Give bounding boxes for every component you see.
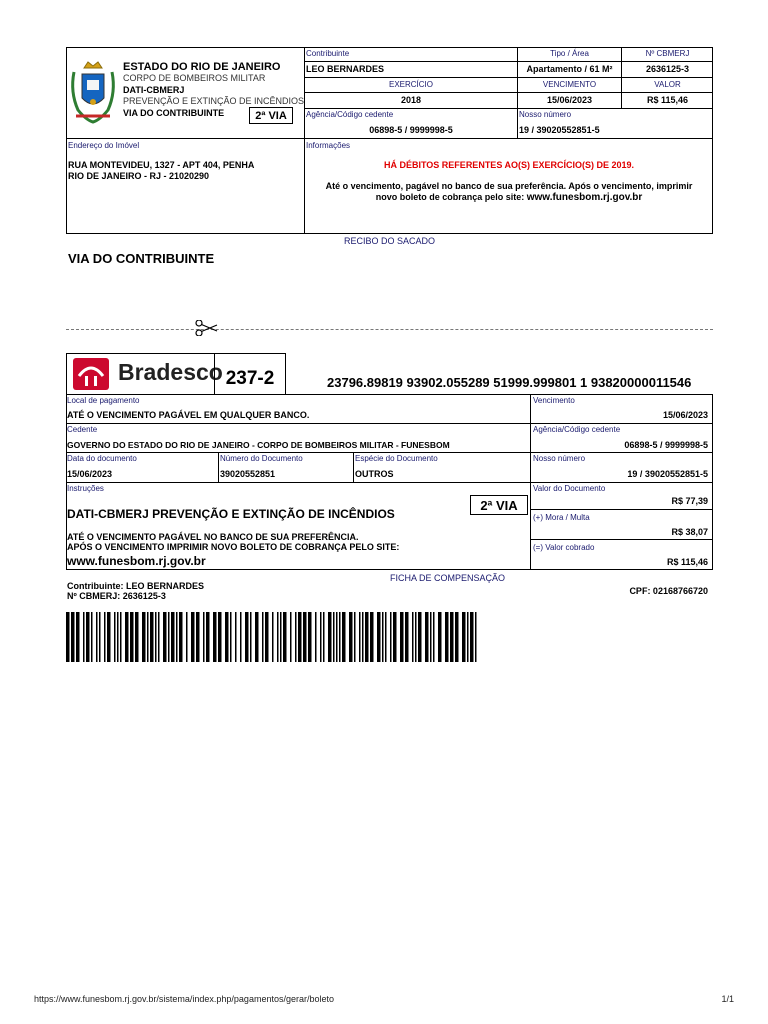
data-doc-label: Data do documento: [67, 454, 137, 463]
barcode-bar: [323, 612, 325, 662]
sacado-cbmerj: Nº CBMERJ: 2636125-3: [67, 591, 166, 601]
barcode-bar: [135, 612, 139, 662]
barcode-bar: [385, 612, 387, 662]
barcode-bar: [120, 612, 122, 662]
barcode-bar: [430, 612, 432, 662]
cobrado-label: (=) Valor cobrado: [533, 543, 595, 552]
prevention-name: PREVENÇÃO E EXTINÇÃO DE INCÊNDIOS: [123, 96, 305, 106]
boleto-right-row-line: [530, 539, 713, 540]
barcode-bar: [433, 612, 435, 662]
instr-site-link[interactable]: www.funesbom.rj.gov.br: [67, 554, 206, 568]
agencia-cedente-label: Agência/Código cedente: [533, 425, 621, 434]
coat-of-arms-icon: [68, 58, 118, 126]
barcode-bar: [147, 612, 149, 662]
barcode: [66, 612, 477, 662]
barcode-bar: [240, 612, 242, 662]
boleto-row-line: [66, 452, 713, 453]
barcode-bar: [272, 612, 274, 662]
mora-value: R$ 38,07: [671, 527, 708, 537]
barcode-bar: [390, 612, 392, 662]
boleto-col-line: [218, 452, 219, 482]
num-doc-label: Número do Documento: [220, 454, 303, 463]
valor-value: R$ 115,46: [646, 95, 689, 105]
barcode-bar: [206, 612, 210, 662]
data-doc-value: 15/06/2023: [67, 469, 113, 479]
info-site-link[interactable]: www.funesbom.rj.gov.br: [526, 192, 643, 203]
barcode-bar: [158, 612, 160, 662]
barcode-bar: [255, 612, 259, 662]
barcode-bar: [142, 612, 146, 662]
barcode-bar: [467, 612, 469, 662]
barcode-bar: [354, 612, 356, 662]
contribuinte-label: Contribuinte: [306, 49, 350, 58]
barcode-bar: [150, 612, 154, 662]
copy-badge: 2ª VIA: [249, 107, 293, 124]
barcode-bar: [176, 612, 178, 662]
barcode-bar: [349, 612, 353, 662]
barcode-bar: [298, 612, 302, 662]
barcode-bar: [438, 612, 442, 662]
boleto-row-line: [66, 423, 713, 424]
info-text-line2: [305, 192, 713, 203]
barcode-bar: [71, 612, 75, 662]
ficha-label: FICHA DE COMPENSAÇÃO: [390, 573, 506, 583]
barcode-bar: [107, 612, 111, 662]
barcode-bar: [377, 612, 381, 662]
receipt-grid-divider: [304, 47, 305, 233]
info-warning: HÁ DÉBITOS REFERENTES AO(S) EXERCÍCIO(S) DE 2019.: [383, 160, 635, 170]
barcode-bar: [191, 612, 195, 662]
barcode-bar: [91, 612, 93, 662]
footer-page: 1/1: [721, 994, 734, 1004]
barcode-bar: [203, 612, 205, 662]
barcode-bar: [393, 612, 397, 662]
barcode-bar: [163, 612, 167, 662]
digitable-line: 23796.89819 93902.055289 51999.999801 1 93820000011546: [327, 375, 692, 390]
barcode-bar: [230, 612, 232, 662]
exercicio-label: EXERCÍCIO: [388, 80, 433, 89]
barcode-bar: [76, 612, 80, 662]
barcode-bar: [235, 612, 237, 662]
cbmerj-value: 2636125-3: [645, 64, 690, 74]
barcode-bar: [336, 612, 338, 662]
venc-label: Vencimento: [533, 396, 575, 405]
barcode-bar: [99, 612, 101, 662]
endereco-line2: RIO DE JANEIRO - RJ - 21020290: [68, 171, 210, 181]
boleto-col-line: [353, 452, 354, 482]
nosso-num-label: Nosso número: [533, 454, 586, 463]
mora-label: (+) Mora / Multa: [533, 513, 590, 522]
barcode-bar: [104, 612, 106, 662]
barcode-bar: [308, 612, 312, 662]
valor-doc-value: R$ 77,39: [671, 496, 708, 506]
barcode-bar: [328, 612, 332, 662]
footer-url[interactable]: https://www.funesbom.rj.gov.br/sistema/index.php/pagamentos/gerar/boleto: [34, 994, 334, 1004]
barcode-bar: [179, 612, 183, 662]
barcode-bar: [455, 612, 459, 662]
barcode-bar: [245, 612, 249, 662]
cbmerj-label: Nº CBMERJ: [645, 49, 690, 58]
agencia-cedente-value: 06898-5 / 9999998-5: [624, 440, 708, 450]
receipt-row-line: [304, 77, 713, 78]
receipt-col-line: [517, 47, 518, 139]
barcode-bar: [96, 612, 98, 662]
barcode-bar: [262, 612, 264, 662]
barcode-bar: [303, 612, 307, 662]
bank-name: Bradesco: [118, 359, 223, 385]
recibo-label: RECIBO DO SACADO: [344, 236, 436, 246]
venc-value: 15/06/2023: [662, 410, 708, 420]
barcode-bar: [168, 612, 170, 662]
receipt-row-line: [304, 92, 713, 93]
cedente-label: Cedente: [67, 425, 98, 434]
especie-label: Espécie do Documento: [355, 454, 438, 463]
endereco-label: Endereço do Imóvel: [68, 141, 140, 150]
barcode-bar: [250, 612, 252, 662]
barcode-bar: [277, 612, 279, 662]
corps-name: CORPO DE BOMBEIROS MILITAR: [123, 73, 266, 83]
vencimento-value: 15/06/2023: [546, 95, 593, 105]
agencia-value: 06898-5 / 9999998-5: [369, 125, 453, 135]
barcode-bar: [362, 612, 364, 662]
barcode-bar: [320, 612, 322, 662]
info-label: Informações: [306, 141, 351, 150]
barcode-bar: [213, 612, 217, 662]
exercicio-value: 2018: [400, 95, 422, 105]
barcode-bar: [365, 612, 369, 662]
contribuinte-value: LEO BERNARDES: [306, 64, 385, 74]
info-text-prefix: novo boleto de cobrança pelo site:: [375, 192, 527, 202]
info-text: [305, 181, 713, 203]
barcode-graphic: [66, 612, 477, 662]
nosso-numero-value: 19 / 39020552851-5: [519, 125, 600, 135]
scissors-icon: [195, 320, 219, 336]
boleto-row-line: [66, 482, 713, 483]
barcode-bar: [196, 612, 200, 662]
barcode-bar: [370, 612, 374, 662]
receipt-row-line: [304, 108, 713, 109]
especie-value: OUTROS: [355, 469, 394, 479]
instr-badge: 2ª VIA: [470, 495, 528, 515]
bank-code: 237-2: [225, 368, 275, 389]
barcode-bar: [418, 612, 422, 662]
via-title: VIA DO CONTRIBUINTE: [68, 251, 215, 266]
valor-label: VALOR: [654, 80, 681, 89]
barcode-bar: [117, 612, 119, 662]
num-doc-value: 39020552851: [220, 469, 276, 479]
sacado-name: Contribuinte: LEO BERNARDES: [67, 581, 204, 591]
tipo-label: Tipo / Área: [550, 49, 589, 58]
barcode-bar: [290, 612, 292, 662]
barcode-bar: [405, 612, 409, 662]
barcode-bar: [315, 612, 317, 662]
sacado-cpf: CPF: 02168766720: [629, 586, 708, 596]
barcode-bar: [218, 612, 222, 662]
barcode-bar: [280, 612, 282, 662]
info-text-line1: Até o vencimento, pagável no banco de sua preferência. Após o vencimento, imprimir: [325, 181, 693, 191]
boleto-right-row-line: [530, 509, 713, 510]
barcode-bar: [186, 612, 188, 662]
vencimento-label: VENCIMENTO: [542, 80, 597, 89]
barcode-bar: [342, 612, 346, 662]
barcode-bar: [265, 612, 269, 662]
local-label: Local de pagamento: [67, 396, 140, 405]
cedente-value: GOVERNO DO ESTADO DO RIO DE JANEIRO - CORPO DE BOMBEIROS MILITAR - FUNESBOM: [67, 440, 450, 450]
tipo-value: Apartamento / 61 M²: [526, 64, 613, 74]
barcode-bar: [339, 612, 341, 662]
barcode-bar: [125, 612, 129, 662]
barcode-bar: [425, 612, 429, 662]
barcode-bar: [462, 612, 466, 662]
barcode-bar: [171, 612, 175, 662]
barcode-bar: [114, 612, 116, 662]
barcode-bar: [155, 612, 157, 662]
dept-name: DATI-CBMERJ: [123, 85, 185, 95]
receipt-mid-line: [66, 138, 713, 139]
barcode-bar: [382, 612, 384, 662]
barcode-bar: [225, 612, 229, 662]
barcode-bar: [66, 612, 70, 662]
barcode-bar: [415, 612, 417, 662]
via-label: VIA DO CONTRIBUINTE: [123, 108, 225, 118]
valor-doc-label: Valor do Documento: [533, 484, 606, 493]
barcode-bar: [359, 612, 361, 662]
barcode-bar: [283, 612, 287, 662]
endereco-line1: RUA MONTEVIDEU, 1327 - APT 404, PENHA: [68, 160, 255, 170]
barcode-bar: [295, 612, 297, 662]
nosso-num-value: 19 / 39020552851-5: [627, 469, 708, 479]
cobrado-value: R$ 115,46: [666, 557, 708, 567]
barcode-bar: [445, 612, 449, 662]
barcode-bar: [333, 612, 335, 662]
receipt-row-line: [304, 61, 713, 62]
barcode-bar: [86, 612, 90, 662]
local-value: ATÉ O VENCIMENTO PAGÁVEL EM QUALQUER BANCO.: [67, 410, 310, 420]
instr-line1: ATÉ O VENCIMENTO PAGÁVEL NO BANCO DE SUA PREFERÊNCIA.: [67, 532, 359, 542]
barcode-bar: [130, 612, 134, 662]
instr-label: Instruções: [67, 484, 104, 493]
barcode-bar: [412, 612, 414, 662]
state-title: ESTADO DO RIO DE JANEIRO: [123, 61, 281, 73]
barcode-bar: [475, 612, 477, 662]
instr-title: DATI-CBMERJ PREVENÇÃO E EXTINÇÃO DE INCÊNDIOS: [67, 507, 395, 521]
instr-line2: APÓS O VENCIMENTO IMPRIMIR NOVO BOLETO DE COBRANÇA PELO SITE:: [67, 542, 400, 552]
cut-line: [66, 329, 713, 330]
barcode-bar: [470, 612, 474, 662]
barcode-bar: [400, 612, 404, 662]
nosso-numero-label: Nosso número: [519, 110, 572, 119]
barcode-bar: [83, 612, 85, 662]
agencia-label: Agência/Código cedente: [306, 110, 394, 119]
bradesco-logo-icon: [73, 358, 109, 390]
barcode-bar: [450, 612, 454, 662]
